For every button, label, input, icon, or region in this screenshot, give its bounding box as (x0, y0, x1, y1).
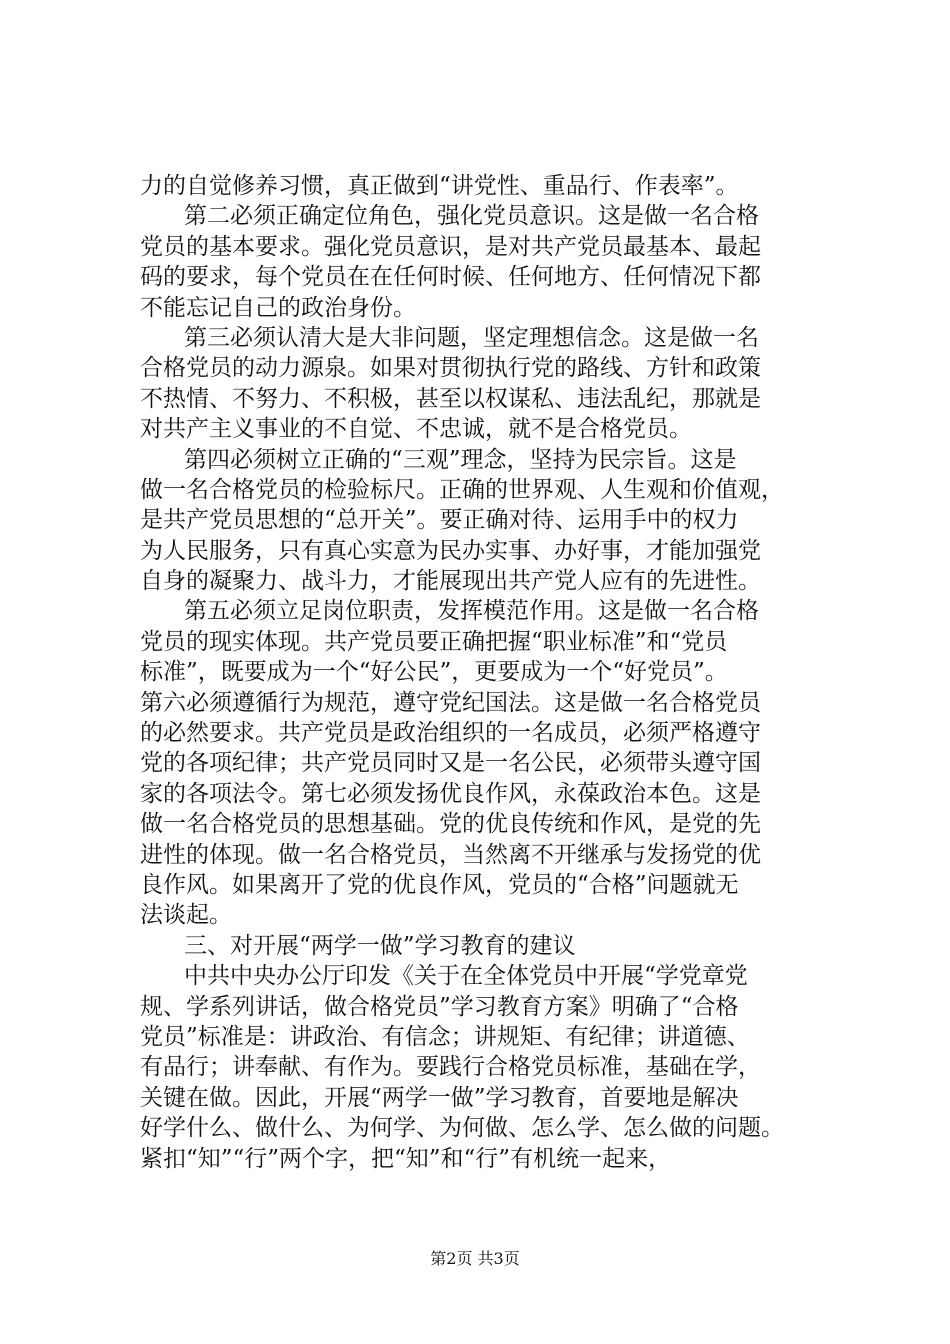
text-line: 第五必须立足岗位职责，发挥模范作用。这是做一名合格 (184, 598, 759, 625)
text-line: 第二必须正确定位角色，强化党员意识。这是做一名合格 (184, 203, 759, 230)
text-line: 不能忘记自己的政治身份。 (140, 294, 416, 321)
text-line: 党员的现实体现。共产党员要正确把握“职业标准”和“党员 (140, 628, 728, 655)
section-heading: 三、对开展“两学一做”学习教育的建议 (184, 932, 576, 959)
text-line: 的必然要求。共产党员是政治组织的一名成员，必须严格遵守 (140, 720, 761, 747)
text-line: 码的要求，每个党员在在任何时候、任何地方、任何情况下都 (140, 264, 761, 291)
text-line: 做一名合格党员的检验标尺。正确的世界观、人生观和价值观， (140, 476, 784, 503)
text-line: 为人民服务，只有真心实意为民办实事、办好事，才能加强党 (140, 537, 761, 564)
text-line: 自身的凝聚力、战斗力，才能展现出共产党人应有的先进性。 (140, 568, 761, 595)
text-line: 不热情、不努力、不积极，甚至以权谋私、违法乱纪，那就是 (140, 385, 761, 412)
text-line: 合格党员的动力源泉。如果对贯彻执行党的路线、方针和政策 (140, 355, 761, 382)
text-line: 良作风。如果离开了党的优良作风，党员的“合格”问题就无 (140, 871, 739, 898)
text-line: 对共产主义事业的不自觉、不忠诚，就不是合格党员。 (140, 416, 692, 443)
text-line: 党员的基本要求。强化党员意识，是对共产党员最基本、最起 (140, 233, 761, 260)
text-line: 法谈起。 (140, 902, 232, 929)
text-line: 关键在做。因此，开展“两学一做”学习教育，首要地是解决 (140, 1084, 739, 1111)
text-line: 党员”标准是：讲政治、有信念；讲规矩、有纪律；讲道德、 (140, 1023, 750, 1050)
page-footer: 第2页 共3页 (430, 1249, 520, 1268)
text-line: 规、学系列讲话，做合格党员”学习教育方案》明确了“合格 (140, 993, 739, 1020)
text-line: 进性的体现。做一名合格党员，当然离不开继承与发扬党的优 (140, 841, 761, 868)
text-line: 是共产党员思想的“总开关”。要正确对待、运用手中的权力 (140, 507, 739, 534)
text-line: 标准”，既要成为一个“好公民”，更要成为一个“好党员”。 (140, 659, 728, 686)
text-line: 第六必须遵循行为规范，遵守党纪国法。这是做一名合格党员 (140, 689, 761, 716)
text-line: 力的自觉修养习惯，真正做到“讲党性、重品行、作表率”。 (140, 173, 739, 199)
text-line: 做一名合格党员的思想基础。党的优良传统和作风，是党的先 (140, 811, 761, 838)
text-line: 党的各项纪律；共产党员同时又是一名公民，必须带头遵守国 (140, 750, 761, 777)
text-line: 第三必须认清大是大非问题，坚定理想信念。这是做一名 (184, 324, 759, 351)
text-line: 中共中央办公厅印发《关于在全体党员中开展“学党章党 (184, 963, 748, 990)
text-line: 有品行；讲奉献、有作为。要践行合格党员标准，基础在学， (140, 1054, 761, 1081)
document-body (140, 171, 860, 1174)
text-line: 家的各项法令。第七必须发扬优良作风，永葆政治本色。这是 (140, 780, 761, 807)
text-line: 第四必须树立正确的“三观”理念，坚持为民宗旨。这是 (184, 446, 737, 473)
text-line: 紧扣“知”“行”两个字，把“知”和“行”有机统一起来， (140, 1145, 672, 1172)
text-line: 好学什么、做什么、为何学、为何做、怎么学、怎么做的问题。 (140, 1115, 784, 1142)
